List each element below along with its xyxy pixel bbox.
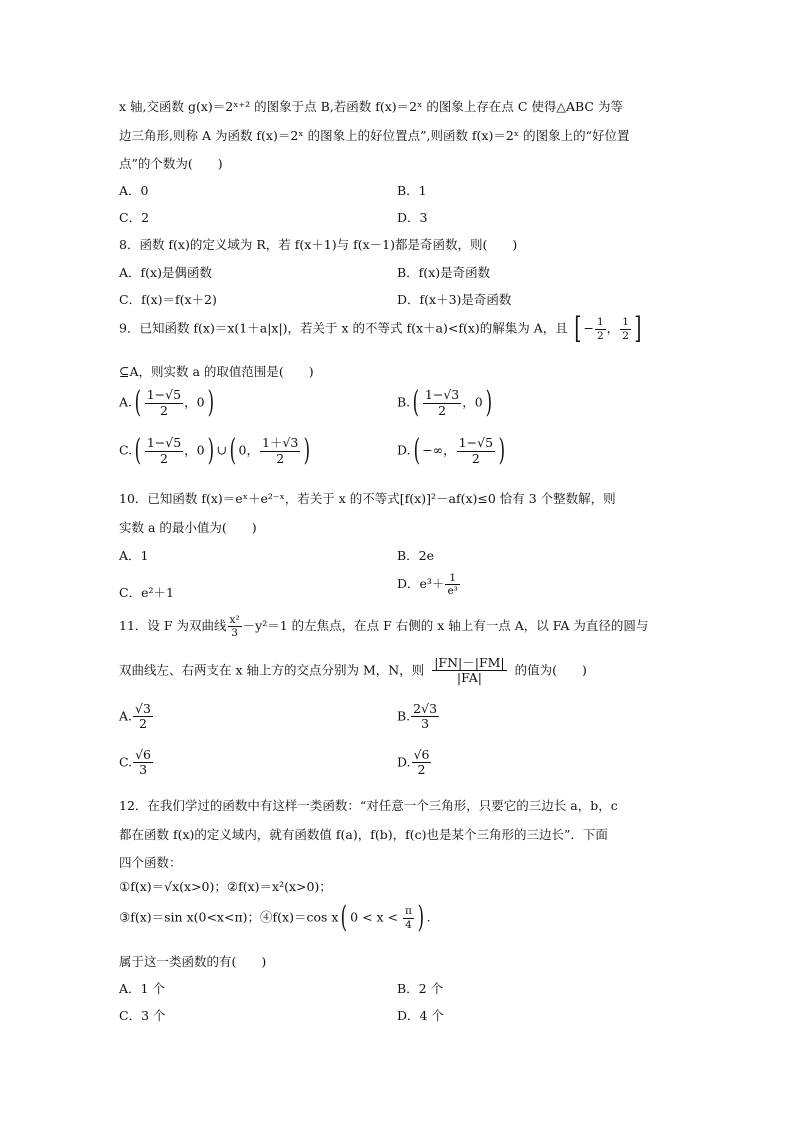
q11-option-c xyxy=(119,748,154,778)
left-bracket: [ xyxy=(574,311,582,346)
q11-option-a xyxy=(119,702,154,732)
q12-inner: 0 < x < xyxy=(350,909,399,925)
q10-line-2: 实数 a 的最小值为( ) xyxy=(119,520,257,535)
option-fraction xyxy=(423,388,461,418)
option-fraction xyxy=(133,748,153,778)
option-fraction xyxy=(145,388,183,418)
q9-stem-line-2: ⊆A，则实数 a 的取值范围是( ) xyxy=(119,364,314,379)
left-paren: ( xyxy=(134,385,142,420)
q11-option-b xyxy=(397,702,440,732)
right-bracket: ] xyxy=(634,311,642,346)
pi-fraction xyxy=(403,905,414,930)
fraction-numerator: 1 xyxy=(622,316,629,329)
q10-option-b: B．2e xyxy=(397,548,435,563)
fraction-denominator: 3 xyxy=(228,626,242,639)
q8-option-b: B．f(x)是奇函数 xyxy=(397,265,491,280)
option-fraction xyxy=(457,436,495,466)
fraction-numerator: 1−√5 xyxy=(458,435,494,451)
option-label: D. xyxy=(397,754,411,770)
right-paren: ) xyxy=(485,385,492,420)
q12-option-c: C．3 个 xyxy=(119,1008,166,1023)
q9-option-d xyxy=(397,433,508,468)
left-paren: ( xyxy=(229,433,236,468)
fraction-numerator: 1−√5 xyxy=(146,435,182,451)
q11-text-c: 双曲线左、右两支在 x 轴上方的交点分别为 M，N，则 xyxy=(119,662,425,678)
option-label: D. xyxy=(397,442,411,458)
q9-option-a xyxy=(119,385,216,420)
option-label: A. xyxy=(119,394,133,410)
fraction-numerator: 1−√3 xyxy=(424,387,460,403)
fraction-denominator: 3 xyxy=(133,762,153,777)
q12-line-6: 属于这一类函数的有( ) xyxy=(119,954,267,969)
q12-end: . xyxy=(426,909,431,925)
option-fraction-2 xyxy=(260,436,300,466)
fraction-denominator: 2 xyxy=(412,762,432,777)
q7-option-d: D．3 xyxy=(397,210,428,225)
option-fraction xyxy=(133,702,153,732)
q10-option-d xyxy=(397,572,461,597)
fraction-numerator: x² xyxy=(229,614,240,626)
fraction-denominator: 3 xyxy=(411,716,439,731)
fraction-numerator: √6 xyxy=(135,747,152,762)
fraction-numerator: 1 xyxy=(449,572,456,584)
fraction-numerator: 2√3 xyxy=(413,701,438,716)
fraction-denominator: 2 xyxy=(423,403,461,418)
q10-line-1: 10．已知函数 f(x)＝eˣ＋e²⁻ˣ，若关于 x 的不等式[f(x)]²－af(x)≤0 恰有 3 个整数解，则 xyxy=(119,491,616,506)
q11-line-1 xyxy=(119,614,648,639)
fraction-numerator: |FN|－|FM| xyxy=(434,655,505,670)
option-label: A. xyxy=(119,708,133,724)
option-zero: 0， xyxy=(238,442,259,458)
fraction-denominator: 4 xyxy=(403,918,414,931)
q12-line-2: 都在函数 f(x)的定义域内，就有函数值 f(a)，f(b)，f(c)也是某个三角形的三边长”．下面 xyxy=(119,827,608,842)
option-label: C. xyxy=(119,442,133,458)
q8-stem: 8．函数 f(x)的定义域为 R，若 f(x＋1)与 f(x－1)都是奇函数，则( ) xyxy=(119,237,518,252)
fraction-numerator: √3 xyxy=(135,701,151,716)
q12-option-d: D．4 个 xyxy=(397,1008,444,1023)
fraction-denominator: |FA| xyxy=(432,670,506,685)
q9-stem-text: 9．已知函数 f(x)＝x(1＋a|x|)，若关于 x 的不等式 f(x＋a)<f(x)的解集为 A，且 xyxy=(119,320,568,336)
option-tail: ，0 xyxy=(462,394,483,410)
option-label: C. xyxy=(119,754,133,770)
q12-option-a: A．1 个 xyxy=(119,981,165,996)
right-paren: ) xyxy=(207,433,214,468)
q9-option-c xyxy=(119,433,313,468)
q12-line-4: ①f(x)＝√x(x>0)；②f(x)＝x²(x>0)； xyxy=(119,879,332,894)
q8-option-d: D．f(x＋3)是奇函数 xyxy=(397,292,512,307)
left-paren: ( xyxy=(341,900,348,935)
left-paren: ( xyxy=(134,433,142,468)
option-fraction xyxy=(145,436,183,466)
union-symbol: ∪ xyxy=(216,442,227,458)
fraction-denominator: 2 xyxy=(260,451,300,466)
q12-line-1: 12．在我们学过的函数中有这样一类函数：“对任意一个三角形，只要它的三边长 a，b，c xyxy=(119,798,618,813)
q12-line-5 xyxy=(119,900,431,935)
option-fraction xyxy=(411,702,439,732)
hyperbola-fraction xyxy=(228,614,242,639)
q11-line-2 xyxy=(119,656,587,686)
interval-right-fraction xyxy=(620,316,631,341)
fraction-denominator: 2 xyxy=(622,329,629,342)
fraction-denominator: 2 xyxy=(145,451,183,466)
option-mid: ，0 xyxy=(184,442,205,458)
q10-option-c: C．e²＋1 xyxy=(119,585,174,600)
option-head: −∞， xyxy=(422,442,456,458)
fraction-denominator: 2 xyxy=(145,403,183,418)
fraction-denominator: 2 xyxy=(596,329,604,342)
fraction-numerator: √6 xyxy=(413,747,430,762)
fraction-numerator: 1＋√3 xyxy=(262,435,299,451)
minus-sign: − xyxy=(583,320,594,336)
q7-line-3: 点”的个数为( ) xyxy=(119,156,223,171)
q11-text-a: 11．设 F 为双曲线 xyxy=(119,618,227,634)
fraction-denominator: e³ xyxy=(447,585,458,598)
q11-option-d xyxy=(397,748,432,778)
q11-text-d: 的值为( ) xyxy=(514,662,587,678)
q9-option-b xyxy=(397,385,494,420)
fraction-denominator: 2 xyxy=(457,451,495,466)
right-paren: ) xyxy=(304,433,311,468)
q12-line-3: 四个函数： xyxy=(119,855,182,870)
q8-option-c: C．f(x)＝f(x＋2) xyxy=(119,292,217,307)
ratio-fraction xyxy=(432,656,506,686)
fraction-numerator: 1−√5 xyxy=(146,387,182,403)
q8-option-a: A．f(x)是偶函数 xyxy=(119,265,212,280)
q11-text-b: －y²＝1 的左焦点，在点 F 右侧的 x 轴上有一点 A，以 FA 为直径的圆与 xyxy=(242,618,649,634)
fraction-numerator: π xyxy=(405,905,412,918)
option-fraction xyxy=(445,572,459,597)
fraction-denominator: 2 xyxy=(133,716,153,731)
q10-option-a: A．1 xyxy=(119,548,149,563)
option-label: B. xyxy=(397,708,411,724)
q12-option-b: B．2 个 xyxy=(397,981,444,996)
left-paren: ( xyxy=(413,433,420,468)
option-tail: ，0 xyxy=(184,394,205,410)
interval-left-fraction xyxy=(595,316,606,341)
left-paren: ( xyxy=(412,385,420,420)
q7-line-1: x 轴,交函数 g(x)＝2ˣ⁺² 的图象于点 B,若函数 f(x)＝2ˣ 的图象上存在点 C 使得△ABC 为等 xyxy=(119,99,623,114)
q7-option-a: A．0 xyxy=(119,183,149,198)
option-label: B. xyxy=(397,394,411,410)
option-label: D．e³＋ xyxy=(397,576,445,592)
q12-text-a: ③f(x)＝sin x(0<x<π)；④f(x)＝cos x xyxy=(119,909,339,925)
fraction-numerator: 1 xyxy=(596,316,604,329)
q9-stem-line-1: 9．已知函数 f(x)＝x(1＋a|x|)，若关于 x 的不等式 f(x＋a)<f(x)的解集为 A，且 [ − $\frac{1}{2}$ ， $\frac{1}{2}$ ] xyxy=(119,311,642,346)
right-paren: ) xyxy=(498,433,506,468)
q7-option-c: C．2 xyxy=(119,210,150,225)
option-fraction xyxy=(412,748,432,778)
q7-line-2: 边三角形,则称 A 为函数 f(x)＝2ˣ 的图象上的好位置点”,则函数 f(x)＝2ˣ 的图象上的“好位置 xyxy=(119,128,630,143)
q7-option-b: B．1 xyxy=(397,183,427,198)
right-paren: ) xyxy=(207,385,214,420)
right-paren: ) xyxy=(417,900,425,935)
